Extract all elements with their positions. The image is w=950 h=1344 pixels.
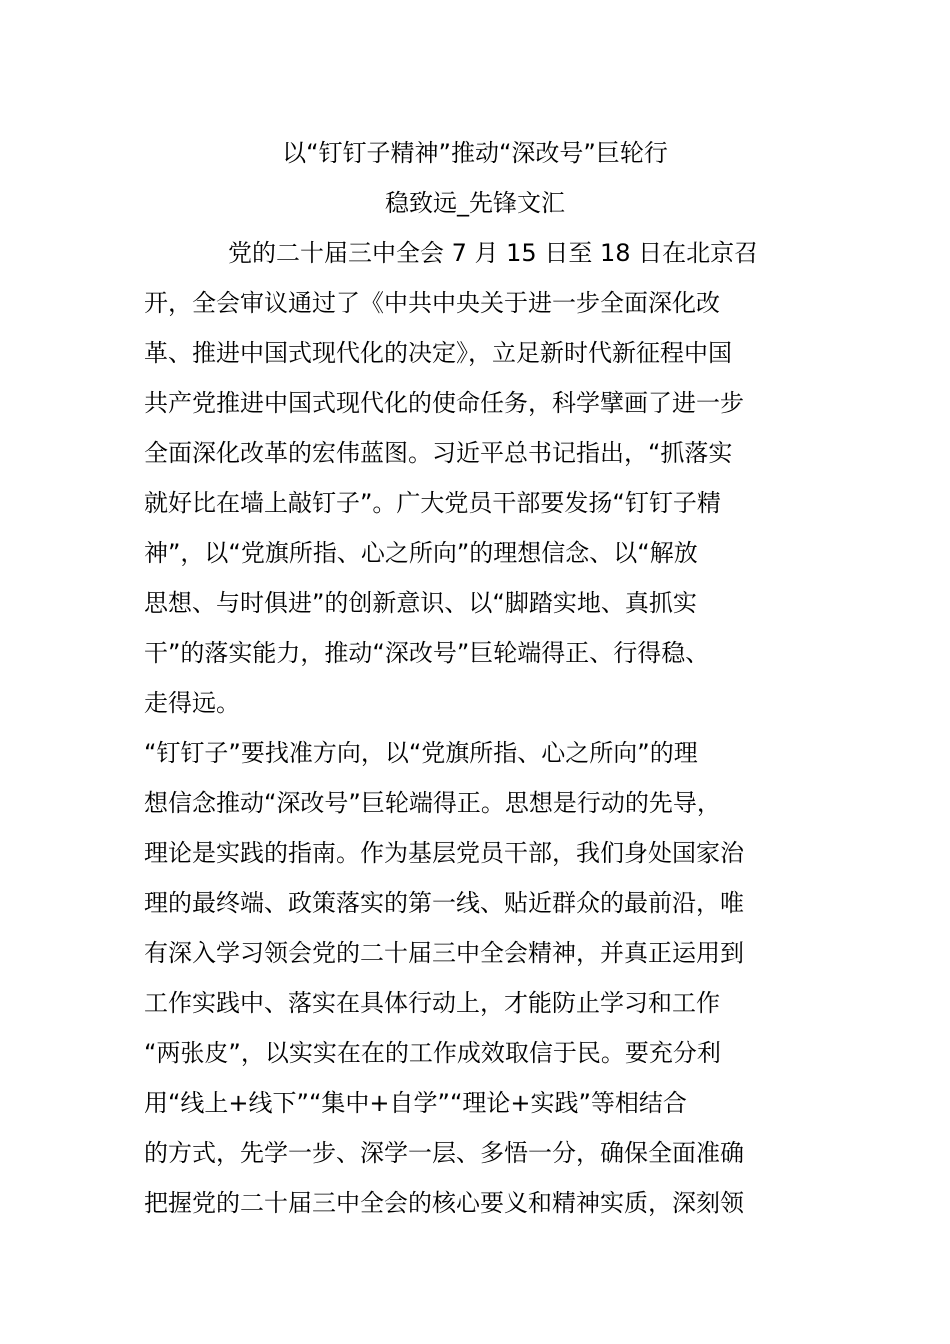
- paragraph-line: 理的最终端、政策落实的第一线、贴近群众的最前沿，唯: [144, 889, 744, 917]
- paragraph-line: 全面深化改革的宏伟蓝图。习近平总书记指出，“抓落实: [144, 439, 733, 467]
- paragraph-line: 的方式，先学一步、深学一层、多悟一分，确保全面准确: [144, 1139, 744, 1167]
- paragraph-line: 神”，以“党旗所指、心之所向”的理想信念、以“解放: [144, 539, 698, 567]
- title-line-1: 以“钉钉子精神”推动“深改号”巨轮行: [282, 139, 668, 167]
- paragraph-line: “钉钉子”要找准方向，以“党旗所指、心之所向”的理: [144, 739, 698, 767]
- paragraph-line: 共产党推进中国式现代化的使命任务，科学擘画了进一步: [144, 389, 744, 417]
- paragraph-line: 想信念推动“深改号”巨轮端得正。思想是行动的先导，: [144, 789, 721, 817]
- paragraph-line: 走得远。: [144, 689, 240, 717]
- paragraph-line: 干”的落实能力，推动“深改号”巨轮端得正、行得稳、: [144, 639, 710, 667]
- paragraph-2: [144, 728, 814, 1228]
- paragraph-line: 就好比在墙上敲钉子”。广大党员干部要发扬“钉钉子精: [144, 489, 721, 517]
- paragraph-line: 有深入学习领会党的二十届三中全会精神，并真正运用到: [144, 939, 744, 967]
- paragraph-line: 革、推进中国式现代化的决定》，立足新时代新征程中国: [144, 339, 732, 367]
- paragraph-1: [144, 228, 814, 728]
- paragraph-line: 开，全会审议通过了《中共中央关于进一步全面深化改: [144, 289, 720, 317]
- paragraph-line: 用“线上+线下”“集中+自学”“理论+实践”等相结合: [144, 1089, 687, 1117]
- document-body: [144, 228, 814, 1228]
- paragraph-line: 理论是实践的指南。作为基层党员干部，我们身处国家治: [144, 839, 744, 867]
- document-title: [140, 128, 810, 228]
- paragraph-line: 工作实践中、落实在具体行动上，才能防止学习和工作: [144, 989, 720, 1017]
- title-line-2: 稳致远_先锋文汇: [385, 189, 565, 217]
- paragraph-line: 思想、与时俱进”的创新意识、以“脚踏实地、真抓实: [144, 589, 697, 617]
- paragraph-line: 党的二十届三中全会 7 月 15 日至 18 日在北京召: [228, 239, 759, 267]
- paragraph-line: 把握党的二十届三中全会的核心要义和精神实质，深刻领: [144, 1189, 744, 1217]
- paragraph-line: “两张皮”，以实实在在的工作成效取信于民。要充分利: [144, 1039, 721, 1067]
